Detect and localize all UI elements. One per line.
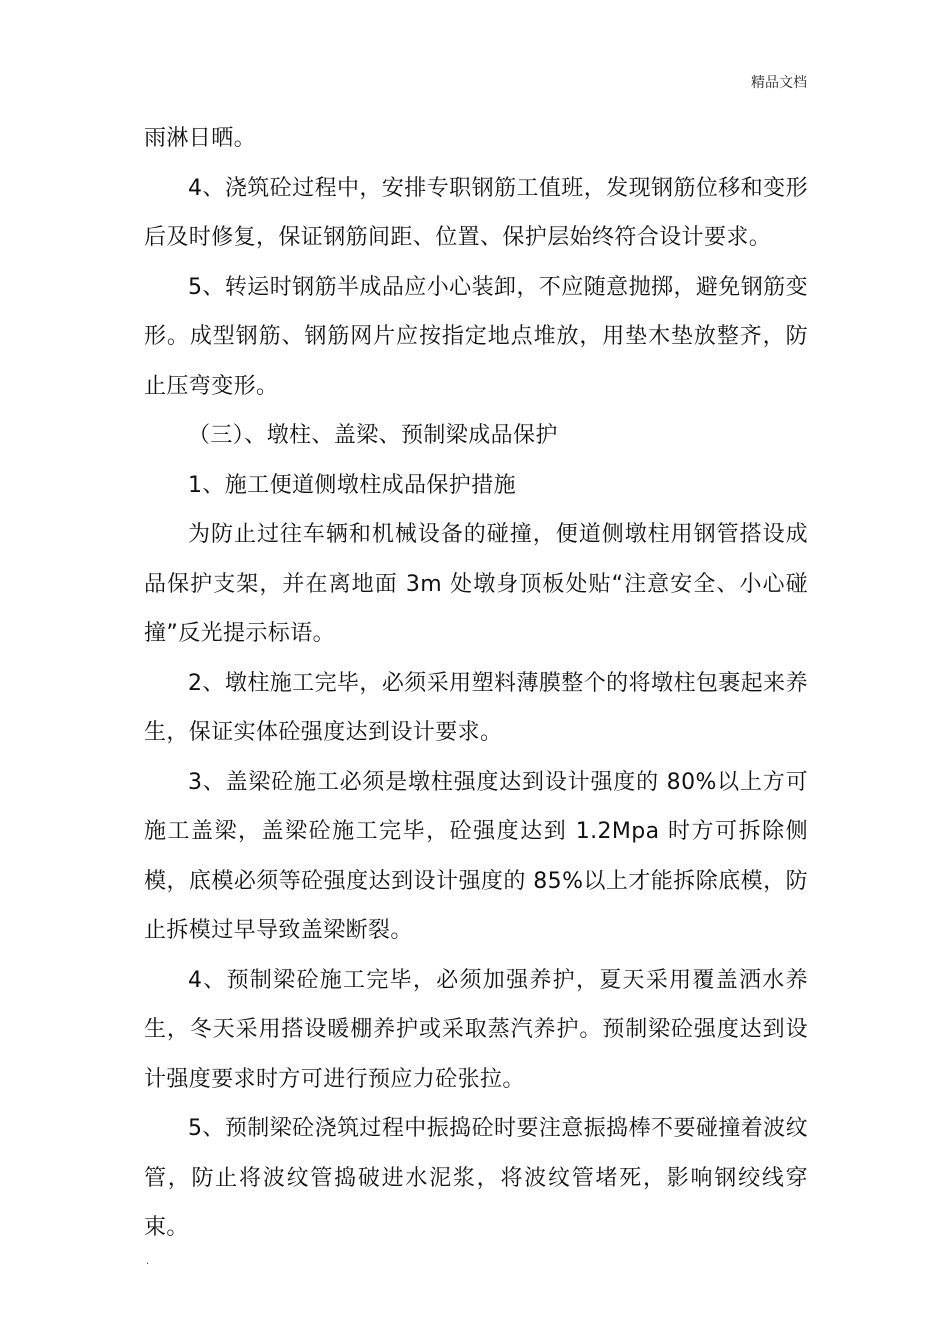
paragraph-item-4-precast: 4、预制梁砼施工完毕，必须加强养护，夏天采用覆盖洒水养生，冬天采用搭设暖棚养护或采取蒸汽养护。预制梁砼强度达到设计强度要求时方可进行预应力砼张拉。	[144, 967, 808, 1092]
paragraph-item-2-pier: 2、墩柱施工完毕，必须采用塑料薄膜整个的将墩柱包裹起来养生，保证实体砼强度达到设计要求。	[144, 670, 808, 745]
document-body	[144, 114, 808, 1253]
paragraph-item-4-rebar: 4、浇筑砼过程中，安排专职钢筋工值班，发现钢筋位移和变形后及时修复，保证钢筋间距、位置、保护层始终符合设计要求。	[144, 175, 808, 250]
footer-mark: .	[146, 1256, 150, 1267]
paragraph-item-5-rebar: 5、转运时钢筋半成品应小心装卸，不应随意抛掷，避免钢筋变形。成型钢筋、钢筋网片应按指定地点堆放，用垫木垫放整齐，防止压弯变形。	[144, 274, 808, 399]
paragraph-item-1-body: 为防止过往车辆和机械设备的碰撞，便道侧墩柱用钢管搭设成品保护支架，并在离地面 3m 处墩身顶板处贴“注意安全、小心碰撞”反光提示标语。	[144, 522, 808, 646]
subheading-item-1: 1、施工便道侧墩柱成品保护措施	[188, 472, 516, 498]
paragraph-continuation: 雨淋日晒。	[144, 126, 257, 151]
page-header-label: 精品文档	[751, 75, 807, 91]
paragraph-item-5-precast: 5、预制梁砼浇筑过程中振捣砼时要注意振捣棒不要碰撞着波纹管，防止将波纹管捣破进水泥浆，将波纹管堵死，影响钢绞线穿束。	[144, 1116, 808, 1240]
paragraph-item-3-capbeam: 3、盖梁砼施工必须是墩柱强度达到设计强度的 80%以上方可施工盖梁，盖梁砼施工完毕，砼强度达到 1.2Mpa 时方可拆除侧模，底模必须等砼强度达到设计强度的 85%以上才能拆除底模，防止拆模过早导致盖梁断裂。	[144, 769, 808, 943]
section-heading: （三）、墩柱、盖梁、预制梁成品保护	[188, 423, 558, 448]
